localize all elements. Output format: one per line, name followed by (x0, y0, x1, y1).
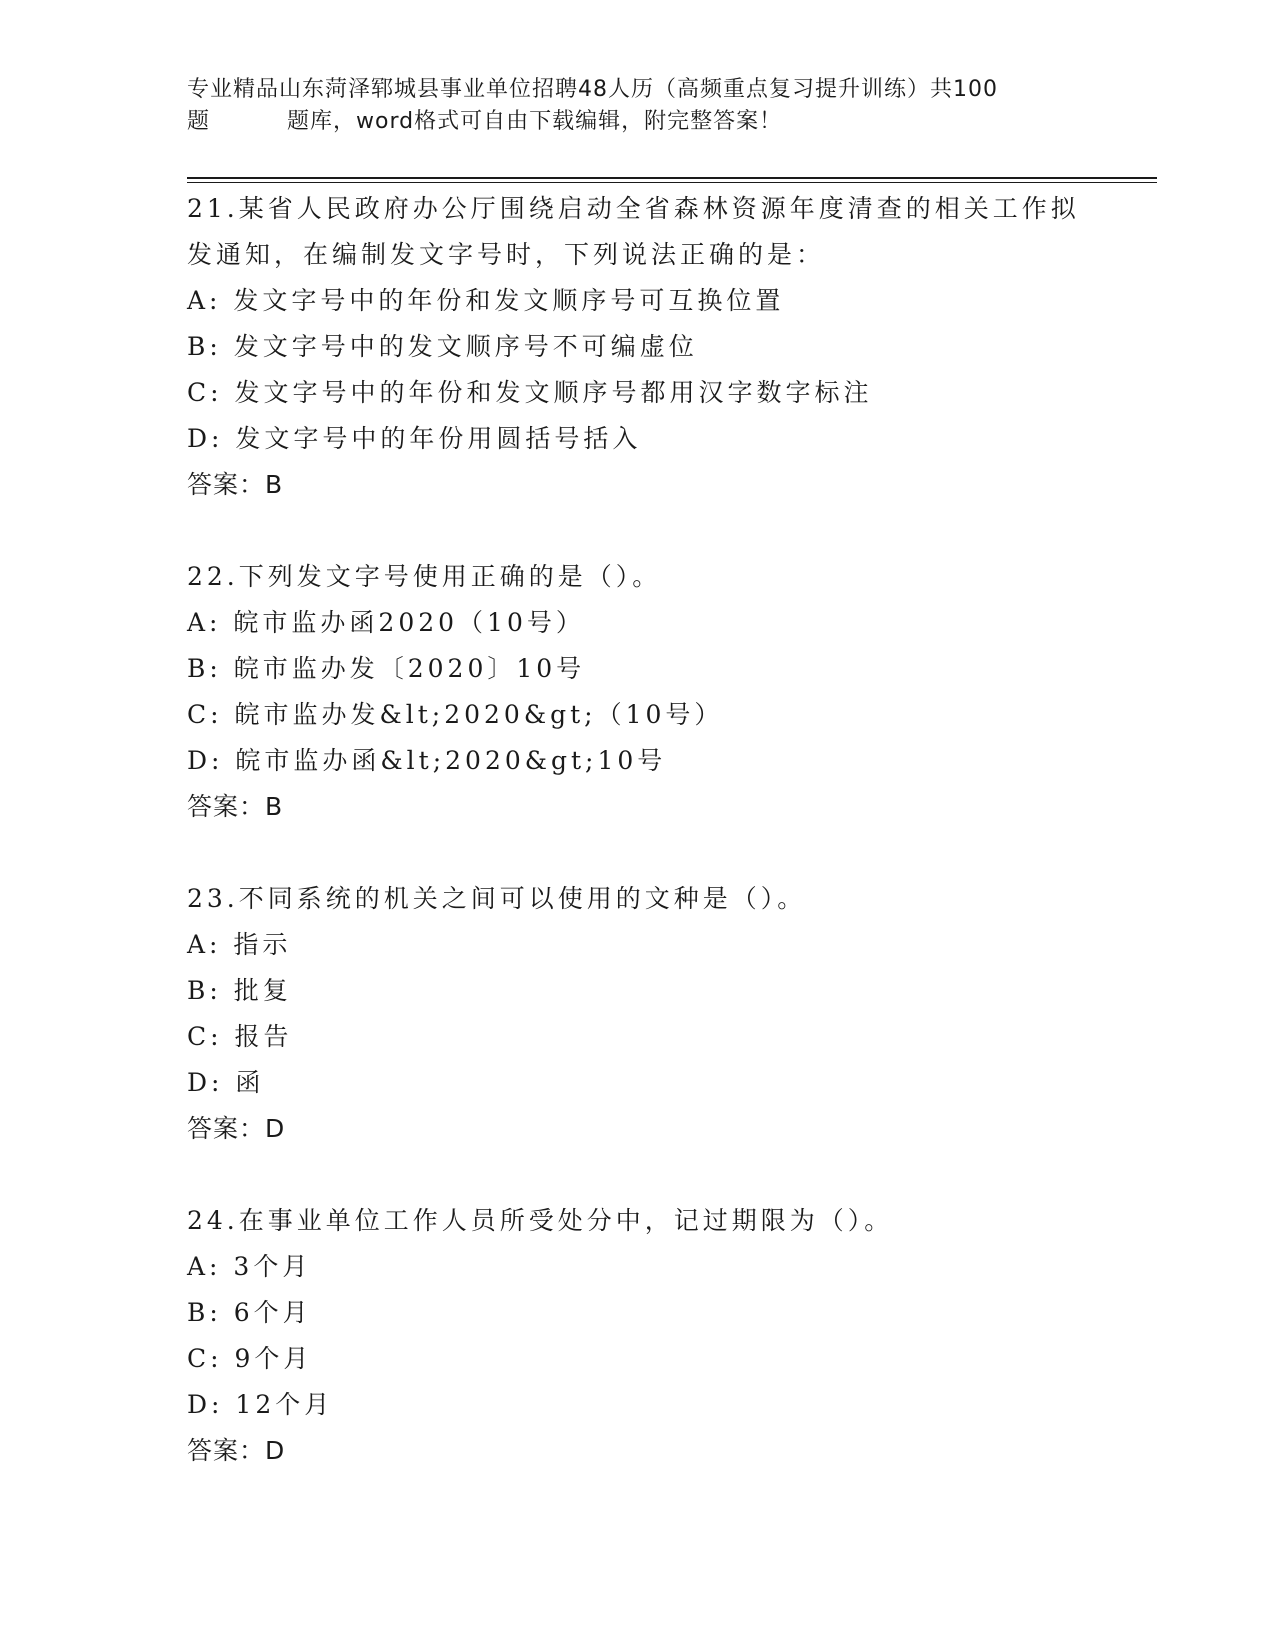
option-a: A: 皖市监办函2020（10号） (187, 608, 585, 637)
question-stem-line: 22.下列发文字号使用正确的是（）。 (187, 562, 662, 591)
option-b: B: 发文字号中的发文顺序号不可编虚位 (187, 332, 698, 361)
option-a: A: 发文字号中的年份和发文顺序号可互换位置 (187, 286, 785, 315)
question-24 (187, 1198, 1087, 1474)
option-b: B: 批复 (187, 976, 292, 1005)
option-d: D: 12个月 (187, 1390, 334, 1419)
answer: 答案：B (187, 470, 284, 499)
option-b: B: 皖市监办发〔2020〕10号 (187, 654, 586, 683)
question-stem-line: 24.在事业单位工作人员所受处分中，记过期限为（）。 (187, 1206, 894, 1235)
option-c: C: 9个月 (187, 1344, 313, 1373)
header-line-2-left: 题 (187, 109, 211, 134)
option-c: C: 发文字号中的年份和发文顺序号都用汉字数字标注 (187, 378, 873, 407)
question-21 (187, 186, 1087, 508)
option-d: D: 皖市监办函&lt;2020&gt;10号 (187, 746, 667, 775)
document-header (187, 74, 1107, 138)
question-22 (187, 554, 1087, 830)
answer: 答案：B (187, 792, 284, 821)
question-stem-line: 发通知，在编制发文字号时，下列说法正确的是： (187, 240, 826, 269)
header-divider-thin (187, 182, 1157, 183)
answer: 答案：D (187, 1436, 286, 1465)
option-a: A: 指示 (187, 930, 292, 959)
option-c: C: 皖市监办发&lt;2020&gt;（10号） (187, 700, 724, 729)
option-d: D: 发文字号中的年份用圆括号括入 (187, 424, 642, 453)
header-divider-thick (187, 177, 1157, 179)
header-line-1: 专业精品山东菏泽郓城县事业单位招聘48人历（高频重点复习提升训练）共100 (187, 77, 998, 102)
question-stem-line: 23.不同系统的机关之间可以使用的文种是（）。 (187, 884, 807, 913)
header-line-2-right: 题库，word格式可自由下载编辑，附完整答案！ (287, 109, 783, 134)
option-d: D: 函 (187, 1068, 265, 1097)
question-23 (187, 876, 1087, 1152)
option-a: A: 3个月 (187, 1252, 312, 1281)
question-stem-line: 21.某省人民政府办公厅围绕启动全省森林资源年度清查的相关工作拟 (187, 194, 1080, 223)
answer: 答案：D (187, 1114, 286, 1143)
option-b: B: 6个月 (187, 1298, 312, 1327)
header-line-2 (187, 106, 1107, 138)
option-c: C: 报告 (187, 1022, 293, 1051)
